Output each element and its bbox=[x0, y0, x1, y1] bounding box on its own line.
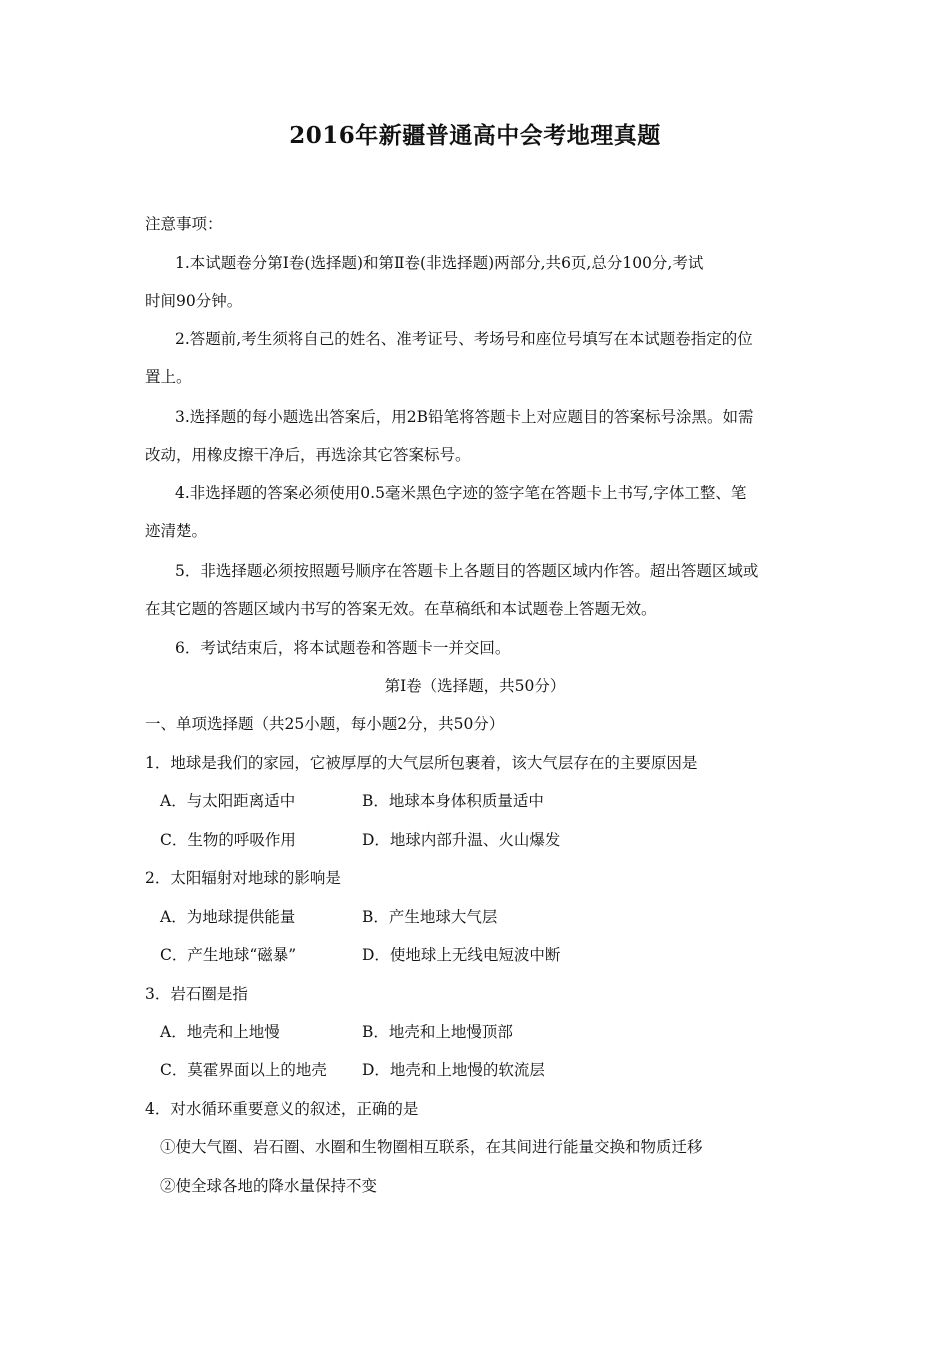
question-1-stem: 1．地球是我们的家园，它被厚厚的大气层所包裹着，该大气层存在的主要原因是 bbox=[145, 754, 698, 772]
note-4-line-1: 4.非选择题的答案必须使用0.5毫米黑色字迹的签字笔在答题卡上书写,字体工整、笔 bbox=[175, 484, 747, 502]
question-2-option-d: D．使地球上无线电短波中断 bbox=[362, 946, 561, 964]
question-2-stem: 2．太阳辐射对地球的影响是 bbox=[145, 869, 341, 887]
question-3-option-c: C．莫霍界面以上的地壳 bbox=[160, 1061, 327, 1079]
note-5-line-2: 在其它题的答题区域内书写的答案无效。在草稿纸和本试题卷上答题无效。 bbox=[145, 600, 657, 618]
question-4-statement-2: ②使全球各地的降水量保持不变 bbox=[160, 1177, 378, 1195]
section-title: 第Ⅰ卷（选择题，共50分） bbox=[384, 677, 566, 695]
note-3-line-1: 3.选择题的每小题选出答案后，用2B铅笔将答题卡上对应题目的答案标号涂黑。如需 bbox=[175, 408, 754, 426]
question-3-stem: 3．岩石圈是指 bbox=[145, 985, 248, 1003]
notice-heading: 注意事项： bbox=[145, 215, 223, 233]
question-1-option-c: C．生物的呼吸作用 bbox=[160, 831, 296, 849]
note-1-line-2: 时间90分钟。 bbox=[145, 292, 243, 310]
question-1-option-a: A．与太阳距离适中 bbox=[160, 792, 296, 810]
part-title: 一、单项选择题（共25小题，每小题2分，共50分） bbox=[145, 715, 505, 733]
note-3-line-2: 改动，用橡皮擦干净后，再选涂其它答案标号。 bbox=[145, 446, 471, 464]
question-2-option-b: B．产生地球大气层 bbox=[362, 908, 498, 926]
question-4-statement-1: ①使大气圈、岩石圈、水圈和生物圈相互联系，在其间进行能量交换和物质迁移 bbox=[160, 1138, 703, 1156]
question-3-option-a: A．地壳和上地慢 bbox=[160, 1023, 280, 1041]
page-title: 2016年新疆普通高中会考地理真题 bbox=[289, 122, 661, 149]
note-4-line-2: 迹清楚。 bbox=[145, 522, 208, 540]
note-1-line-1: 1.本试题卷分第Ⅰ卷(选择题)和第Ⅱ卷(非选择题)两部分,共6页,总分100分,考试 bbox=[175, 254, 704, 272]
question-1-option-d: D．地球内部升温、火山爆发 bbox=[362, 831, 561, 849]
note-2-line-1: 2.答题前,考生须将自己的姓名、准考证号、考场号和座位号填写在本试题卷指定的位 bbox=[175, 330, 753, 348]
question-3-option-d: D．地壳和上地慢的软流层 bbox=[362, 1061, 545, 1079]
note-6-line-1: 6．考试结束后，将本试题卷和答题卡一并交回。 bbox=[175, 639, 511, 657]
question-2-option-a: A．为地球提供能量 bbox=[160, 908, 296, 926]
note-2-line-2: 置上。 bbox=[145, 368, 192, 386]
question-4-stem: 4．对水循环重要意义的叙述，正确的是 bbox=[145, 1100, 419, 1118]
question-2-option-c: C．产生地球“磁暴” bbox=[160, 946, 297, 964]
note-5-line-1: 5．非选择题必须按照题号顺序在答题卡上各题目的答题区域内作答。超出答题区域或 bbox=[175, 562, 759, 580]
question-3-option-b: B．地壳和上地慢顶部 bbox=[362, 1023, 513, 1041]
question-1-option-b: B．地球本身体积质量适中 bbox=[362, 792, 544, 810]
